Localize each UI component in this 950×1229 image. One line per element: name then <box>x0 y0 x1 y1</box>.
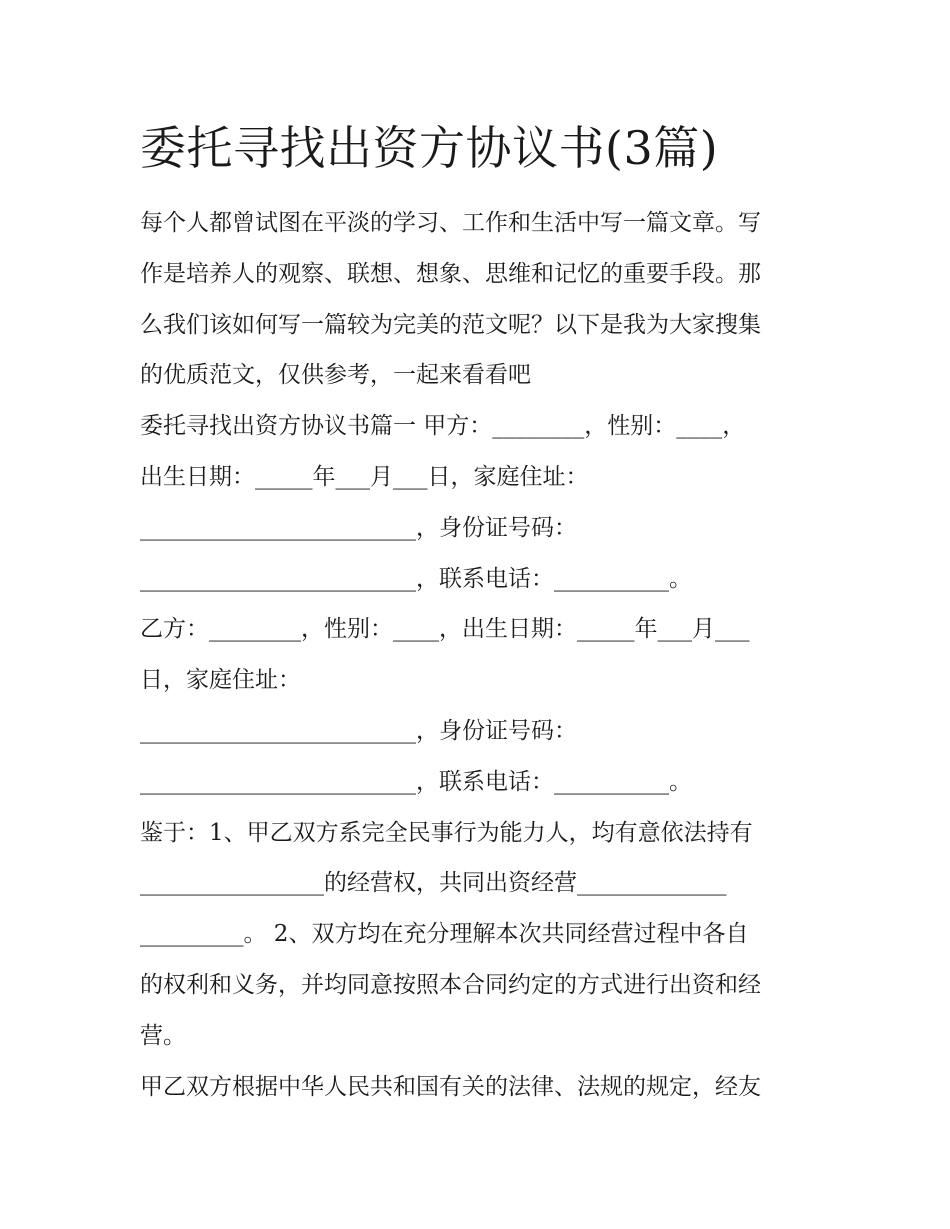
body-line: 鉴于：1、甲乙双方系完全民事行为能力人，均有意依法持有 <box>140 819 753 846</box>
body-line: ________________________，身份证号码： <box>140 717 577 744</box>
body-line: ________________________，联系电话：__________。 <box>140 768 692 795</box>
body-line: ________________________，联系电话：__________。 <box>140 565 692 592</box>
body-line: 出生日期：_____年___月___日，家庭住址： <box>140 463 589 490</box>
body-line: 作是培养人的观察、联想、想象、思维和记忆的重要手段。那 <box>140 260 761 287</box>
document-body <box>140 198 820 1112</box>
body-line: 的权利和义务，并均同意按照本合同约定的方式进行出资和经 <box>140 971 761 998</box>
body-line: 日，家庭住址： <box>140 667 301 694</box>
body-line: 每个人都曾试图在平淡的学习、工作和生活中写一篇文章。写 <box>140 210 761 236</box>
body-line: 营。 <box>140 1022 186 1049</box>
section-heading-line: 委托寻找出资方协议书篇一 甲方：________，性别：____， <box>140 413 746 440</box>
body-line: ________________的经营权，共同出资经营_____________ <box>140 870 727 897</box>
body-line: 的优质范文，仅供参考，一起来看看吧 <box>140 362 531 389</box>
body-line: _________。 2、双方均在充分理解本次共同经营过程中各自 <box>140 921 749 948</box>
body-line: 么我们该如何写一篇较为完美的范文呢？以下是我为大家搜集 <box>140 311 761 338</box>
body-line: ________________________，身份证号码： <box>140 514 577 541</box>
document-title: 委托寻找出资方协议书(3篇) <box>140 121 719 175</box>
body-line: 乙方：________，性别：____，出生日期：_____年___月___ <box>140 616 750 643</box>
body-line: 甲乙双方根据中华人民共和国有关的法律、法规的规定，经友 <box>140 1073 761 1100</box>
